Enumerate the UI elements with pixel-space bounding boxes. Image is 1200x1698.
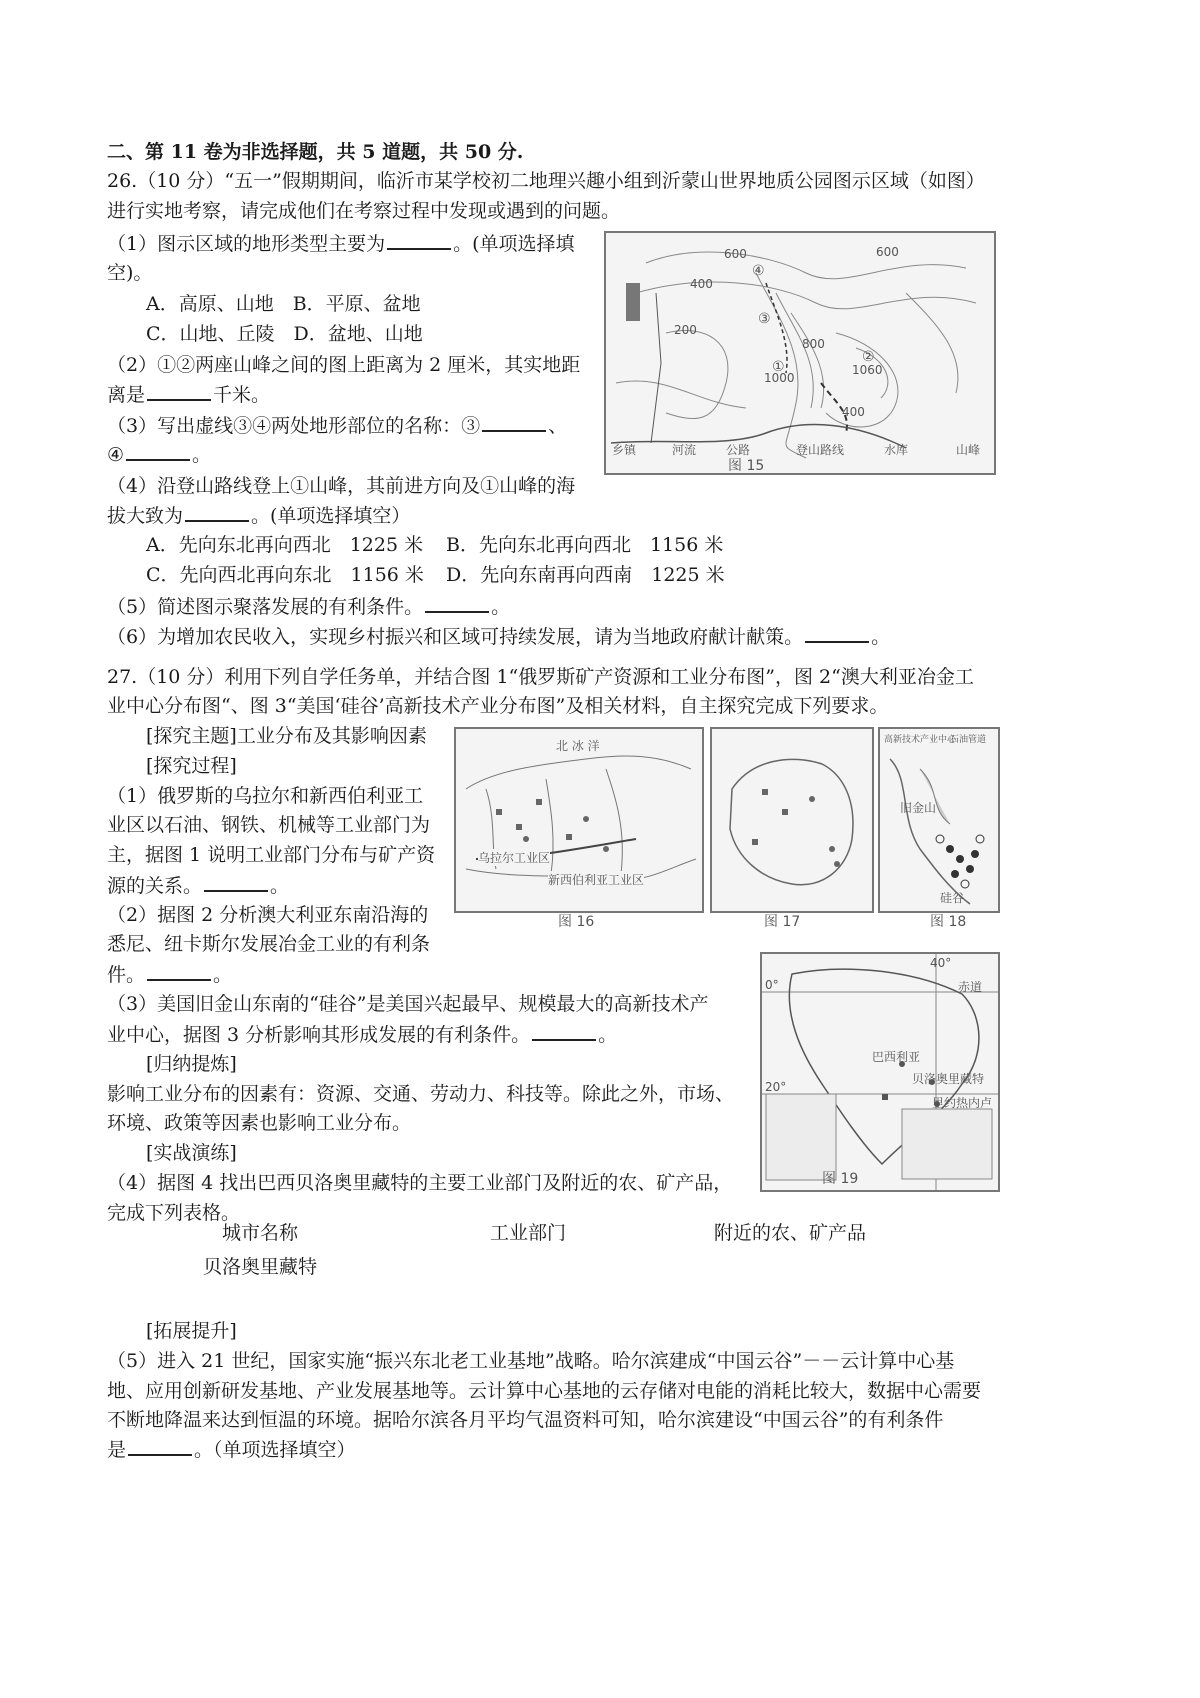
topo-map-drawing xyxy=(606,233,994,473)
figure-19-caption: 图 19 xyxy=(822,1171,859,1187)
q27-p5-l2: 地、应用创新研发基地、产业发展基地等。云计算中心基地的云存储对电能的消耗比较大，数据中心需要 xyxy=(107,1380,982,1402)
q27-p1-l2: 业区以石油、钢铁、机械等工业部门为 xyxy=(107,814,431,836)
q26-p4-line2 xyxy=(107,502,410,529)
answer-blank[interactable] xyxy=(204,872,268,892)
contour-label: 400 xyxy=(690,277,713,291)
q27-intro-line2: 业中心分布图“、图 3“美国‘硅谷’高新技术产业分布图”及相关材料，自主探究完成下列要求。 xyxy=(107,695,889,717)
q26-intro-line2: 进行实地考察，请完成他们在考察过程中发现或遇到的问题。 xyxy=(107,200,621,222)
legend-river: 河流 xyxy=(672,443,697,457)
answer-blank[interactable] xyxy=(532,1021,596,1041)
q27-theme: [探究主题]工业分布及其影响因素 xyxy=(146,725,427,747)
figure-19-brazil-map xyxy=(760,952,1000,1192)
q27-p1-l1: （1）俄罗斯的乌拉尔和新西伯利亚工 xyxy=(107,785,424,807)
q26-p2-line1: （2）①②两座山峰之间的图上距离为 2 厘米，其实地距 xyxy=(107,354,581,376)
q26-p1-text: （1）图示区域的地形类型主要为 xyxy=(107,233,386,255)
table-header-city: 城市名称 xyxy=(222,1222,299,1244)
table-cell-industry[interactable] xyxy=(490,1252,650,1276)
q26-p6-text: （6）为增加农民收入，实现乡村振兴和区域可持续发展，请为当地政府献计献策。 xyxy=(107,626,804,648)
q27-summary-tag: [归纳提炼] xyxy=(146,1053,237,1075)
q27-expand-tag: [拓展提升] xyxy=(146,1320,237,1342)
contour-label: 1000 xyxy=(764,371,795,385)
rio-label: 里约热内卢 xyxy=(932,1096,993,1110)
novosibirsk-label: 新西伯利亚工业区 xyxy=(548,873,645,887)
q27-p3-l1: （3）美国旧金山东南的“硅谷”是美国兴起最早、规模最大的高新技术产 xyxy=(107,993,709,1015)
equator-label: 赤道 xyxy=(958,980,983,994)
figure-16-caption: 图 16 xyxy=(558,914,595,930)
q26-p3-tail2: 。 xyxy=(192,444,212,466)
arctic-ocean-label: 北 冰 洋 xyxy=(556,739,600,753)
peak-marker: ① xyxy=(772,359,785,375)
answer-blank[interactable] xyxy=(185,502,249,522)
answer-blank[interactable] xyxy=(387,230,451,250)
q27-p2-l2: 悉尼、纽卡斯尔发展冶金工业的有利条 xyxy=(107,933,431,955)
latitude-20-label: 20° xyxy=(765,1080,787,1094)
q26-p1-options-ab: A．高原、山地 B．平原、盆地 xyxy=(146,293,421,315)
table-cell-city: 贝洛奥里藏特 xyxy=(203,1256,318,1278)
q26-p4-line1: （4）沿登山路线登上①山峰，其前进方向及①山峰的海 xyxy=(107,475,576,497)
figure-17-australia-map xyxy=(710,727,874,913)
peak-marker: ③ xyxy=(758,311,771,327)
q26-p3-tail: 、 xyxy=(548,415,568,437)
q26-intro-line1: 26.（10 分）“五一”假期期间，临沂市某学校初二地理兴趣小组到沂蒙山世界地质公园图示区域（如图） xyxy=(107,170,985,192)
q27-p1-l3: 主，据图 1 说明工业部门分布与矿产资 xyxy=(107,844,436,866)
q27-p5-post: 。（单项选择填空） xyxy=(194,1439,356,1461)
q26-p6-tail: 。 xyxy=(871,626,891,648)
answer-blank[interactable] xyxy=(126,441,190,461)
q26-p4-option-b: B．先向东北再向西北 1156 米 xyxy=(446,534,724,556)
ural-label: 乌拉尔工业区 xyxy=(478,851,551,865)
table-cell-products[interactable] xyxy=(714,1252,914,1276)
table-header-industry: 工业部门 xyxy=(490,1222,567,1244)
figure-18-caption: 图 18 xyxy=(930,914,967,930)
silicon-valley-drawing xyxy=(880,729,998,911)
answer-blank[interactable] xyxy=(482,412,546,432)
q27-p4-l1: （4）据图 4 找出巴西贝洛奥里藏特的主要工业部门及附近的农、矿产品， xyxy=(107,1172,733,1194)
contour-label: 200 xyxy=(674,323,697,337)
figure-15-topo-map xyxy=(604,231,996,475)
q26-p4-pre: 拔大致为 xyxy=(107,505,184,527)
q27-p5-l1: （5）进入 21 世纪，国家实施“振兴东北老工业基地”战略。哈尔滨建成“中国云谷”－－云计算中心基 xyxy=(107,1350,955,1372)
q27-p2-l1: （2）据图 2 分析澳大利亚东南沿海的 xyxy=(107,904,429,926)
q27-p2-tail: 。 xyxy=(213,964,233,986)
silicon-valley-label: 硅谷 xyxy=(940,891,965,905)
legend-town: 乡镇 xyxy=(612,443,637,457)
q27-process-tag: [探究过程] xyxy=(146,755,237,777)
q26-p2-line2 xyxy=(107,381,270,408)
q26-p5-text: （5）简述图示聚落发展的有利条件。 xyxy=(107,596,424,618)
legend-high-tech: 高新技术产业中心 xyxy=(884,735,957,745)
figure-15-caption: 图 15 xyxy=(728,458,765,474)
q26-p1-line2: 空)。 xyxy=(107,262,153,284)
peak-marker: ④ xyxy=(752,263,765,279)
q26-p4-option-c: C．先向西北再向东北 1156 米 xyxy=(146,564,424,586)
q27-p1-l4 xyxy=(107,872,289,899)
australia-map-drawing xyxy=(712,729,872,911)
q26-p3-line2 xyxy=(107,441,211,468)
q27-practice-tag: [实战演练] xyxy=(146,1142,237,1164)
q26-p5 xyxy=(107,593,510,620)
q27-p5-l4 xyxy=(107,1436,356,1463)
answer-blank[interactable] xyxy=(147,381,211,401)
q27-p2-pre: 件。 xyxy=(107,964,146,986)
q26-p5-tail: 。 xyxy=(491,596,511,618)
q27-p5-l3: 不断地降温来达到恒温的环境。据哈尔滨各月平均气温资料可知，哈尔滨建设“中国云谷”的有利条件 xyxy=(107,1409,944,1431)
san-francisco-label: 旧金山 xyxy=(900,801,937,815)
answer-blank[interactable] xyxy=(805,623,869,643)
q27-p3-tail: 。 xyxy=(598,1024,618,1046)
latitude-0-label: 0° xyxy=(765,978,779,992)
q27-summary-l2: 环境、政策等因素也影响工业分布。 xyxy=(107,1112,412,1134)
q27-p3-l2 xyxy=(107,1021,617,1048)
figure-18-silicon-valley-map xyxy=(878,727,1000,913)
brasilia-label: 巴西利亚 xyxy=(872,1050,921,1064)
q27-p4-l2: 完成下列表格。 xyxy=(107,1202,241,1224)
q26-p3-line1 xyxy=(107,412,567,439)
contour-label: 1060 xyxy=(852,363,883,377)
contour-label: 400 xyxy=(842,405,865,419)
section-heading: 二、第 11 卷为非选择题，共 5 道题，共 50 分. xyxy=(107,141,524,163)
q27-intro-line1: 27.（10 分）利用下列自学任务单，并结合图 1“俄罗斯矿产资源和工业分布图”，图 2“澳大利亚冶金工 xyxy=(107,666,974,688)
q26-p4-option-d: D．先向东南再向西南 1225 米 xyxy=(446,564,725,586)
q26-p4-post: 。(单项选择填空） xyxy=(251,505,411,527)
answer-blank[interactable] xyxy=(147,961,211,981)
contour-label: 600 xyxy=(724,247,747,261)
q27-p3-pre: 业中心，据图 3 分析影响其形成发展的有利条件。 xyxy=(107,1024,531,1046)
table-header-products: 附近的农、矿产品 xyxy=(714,1222,867,1244)
q26-p2-pre: 离是 xyxy=(107,384,146,406)
q26-p4-option-a: A．先向东北再向西北 1225 米 xyxy=(146,534,424,556)
figure-16-russia-map xyxy=(454,727,704,913)
legend-pipeline: 石油管道 xyxy=(950,735,987,745)
legend-peak: 山峰 xyxy=(956,443,981,457)
q26-p1-line1 xyxy=(107,230,575,257)
answer-blank[interactable] xyxy=(425,593,489,613)
legend-reservoir: 水库 xyxy=(884,443,909,457)
answer-blank[interactable] xyxy=(128,1436,192,1456)
q26-p3-marker: ④ xyxy=(107,444,125,466)
legend-road: 公路 xyxy=(726,443,751,457)
q27-summary-l1: 影响工业分布的因素有：资源、交通、劳动力、科技等。除此之外，市场、 xyxy=(107,1083,735,1105)
q26-p1-tail: 。(单项选择填 xyxy=(453,233,575,255)
q27-p1-tail: 。 xyxy=(270,875,290,897)
contour-label: 600 xyxy=(876,245,899,259)
legend-climb-route: 登山路线 xyxy=(796,443,845,457)
q26-p1-options-cd: C．山地、丘陵 D．盆地、山地 xyxy=(146,323,423,345)
peak-marker: ② xyxy=(862,349,875,365)
q26-p3-text: （3）写出虚线③④两处地形部位的名称：③ xyxy=(107,415,481,437)
q26-p6 xyxy=(107,623,890,650)
q27-p1-pre: 源的关系。 xyxy=(107,875,203,897)
belo-horizonte-label: 贝洛奥里藏特 xyxy=(912,1072,985,1086)
figure-17-caption: 图 17 xyxy=(764,914,801,930)
q27-p2-l3 xyxy=(107,961,232,988)
longitude-label: 40° xyxy=(930,956,952,970)
q26-p2-post: 千米。 xyxy=(213,384,271,406)
contour-label: 800 xyxy=(802,337,825,351)
q27-p5-pre: 是 xyxy=(107,1439,127,1461)
